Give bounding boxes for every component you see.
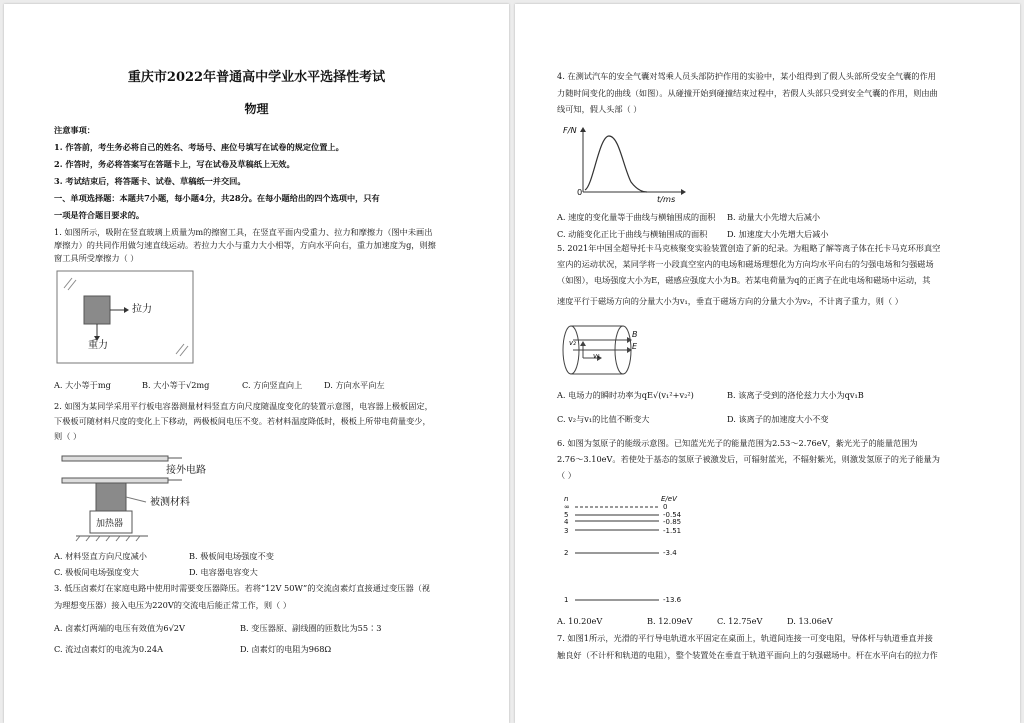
notice-heading: 注意事项：	[54, 125, 95, 135]
question-2-stem: 2. 如图为某同学采用平行板电容器测量材料竖直方向尺度随温度变化的装置示意图，电容器上极板固定，	[54, 401, 433, 411]
exam-title: 重庆市2022年普通高中学业水平选择性考试	[127, 70, 386, 85]
q5-option-a: A. 电场力的瞬时功率为qE√(v₁²+v₂²)	[557, 390, 694, 400]
force-time-graph	[571, 126, 687, 198]
q1-option-a: A. 大小等于mg	[54, 380, 111, 390]
n-axis-label: n	[564, 495, 569, 503]
notice-item: 3. 考试结束后，将答题卡、试卷、草稿纸一并交回。	[54, 176, 246, 186]
energy-axis-label: E/eV	[661, 495, 677, 503]
subject-title: 物理	[244, 102, 269, 116]
energy-level-diagram	[567, 494, 667, 606]
tokamak-field-figure	[561, 322, 637, 378]
q6-option-a: A. 10.20eV	[557, 616, 603, 626]
v1-label: v₁	[593, 352, 600, 360]
q3-option-d: D. 卤素灯的电阻为968Ω	[240, 644, 332, 654]
level-n: 4	[564, 518, 569, 526]
question-3-stem: 为理想变压器）接入电压为220V的交流电后能正常工作，则（ ）	[54, 600, 292, 610]
question-5-stem: 5. 2021年中国全超导托卡马克核聚变实验装置创造了新的纪录。为粗略了解等离子体在托卡马克环形真空	[557, 243, 941, 253]
exam-page-1	[4, 4, 509, 723]
q1-option-b: B. 大小等于√2mg	[142, 380, 210, 390]
level-energy: -1.51	[663, 527, 682, 535]
q3-option-a: A. 卤素灯两端的电压有效值为6√2V	[54, 623, 185, 633]
level-energy: -3.4	[663, 549, 677, 557]
q4-option-c: C. 动能变化正比于曲线与横轴围成的面积	[557, 229, 708, 239]
time-axis-label: t/ms	[657, 194, 676, 204]
question-3-stem: 3. 低压卤素灯在家庭电路中使用时需要变压器降压。若将“12V 50W”的交流卤素灯直接通过变压器（视	[54, 583, 431, 593]
notice-item: 1. 作答前，考生务必将自己的姓名、考场号、座位号填写在试卷的规定位置上。	[54, 142, 344, 152]
question-7-stem: 7. 如图1所示，光滑的平行导电轨道水平固定在桌面上，轨道间连接一可变电阻，导体杆与轨道垂直并接	[557, 633, 933, 643]
q6-option-d: D. 13.06eV	[787, 616, 833, 626]
q6-option-b: B. 12.09eV	[647, 616, 693, 626]
question-2-stem: 下极板可随材料尺度的变化上下移动，两极板间电压不变。若材料温度降低时，极板上所带电荷量变少，	[54, 416, 431, 426]
section-heading: 一、单项选择题：本题共7小题，每小题4分，共28分。在每小题给出的四个选项中，只有	[54, 193, 380, 203]
material-label: 被测材料	[150, 497, 190, 508]
pull-force-label: 拉力	[132, 304, 152, 315]
question-6-stem: 2.76～3.10eV。若使处于基态的氢原子被激发后，可辐射蓝光，不辐射紫光，则激发氢原子的光子能量为	[557, 454, 940, 464]
external-circuit-label: 接外电路	[166, 465, 206, 476]
level-n: 5	[564, 511, 569, 519]
level-n: ∞	[564, 503, 570, 511]
question-4-stem: 力随时间变化的曲线（如图）。从碰撞开始到碰撞结束过程中，若假人头部只受到安全气囊的作用，则由曲	[557, 88, 938, 98]
q5-option-d: D. 该离子的加速度大小不变	[727, 414, 829, 424]
q4-option-d: D. 加速度大小先增大后减小	[727, 229, 829, 239]
q2-option-d: D. 电容器电容变大	[189, 567, 258, 577]
question-6-stem: 6. 如图为氢原子的能级示意图。已知蓝光光子的能量范围为2.53～2.76eV，紫光光子的能量范围为	[557, 438, 918, 448]
v2-label: v₂	[569, 339, 576, 347]
b-field-label: B	[632, 330, 638, 339]
question-4-stem: 线可知，假人头部（ ）	[557, 104, 642, 114]
level-n: 1	[564, 596, 569, 604]
q1-option-c: C. 方向竖直向上	[242, 380, 303, 390]
notice-item: 2. 作答时，务必将答案写在答题卡上，写在试卷及草稿纸上无效。	[54, 159, 295, 169]
q2-option-a: A. 材料竖直方向尺度减小	[54, 551, 147, 561]
exam-page-2	[515, 4, 1020, 723]
heater-label: 加热器	[96, 519, 124, 529]
q1-option-d: D. 方向水平向左	[324, 380, 385, 390]
q2-option-c: C. 极板间电场强度变大	[54, 567, 139, 577]
question-6-stem: （ ）	[557, 470, 576, 480]
window-cleaner-figure	[56, 270, 198, 366]
level-energy: -0.85	[663, 518, 682, 526]
q6-option-c: C. 12.75eV	[717, 616, 763, 626]
question-5-stem: 速度平行于磁场方向的分量大小为v₁，垂直于磁场方向的分量大小为v₂，不计离子重力，则（ ）	[557, 296, 903, 306]
level-energy: -0.54	[663, 511, 682, 519]
q2-option-b: B. 极板间电场强度不变	[189, 551, 274, 561]
question-7-stem: 触良好（不计杆和轨道的电阻），整个装置处在垂直于轨道平面向上的匀强磁场中。杆在水平向右的拉力作	[557, 650, 938, 660]
force-axis-label: F/N	[563, 125, 577, 135]
question-1-stem: 1. 如图所示，吸附在竖直玻璃上质量为m的擦窗工具，在竖直平面内受重力、拉力和摩擦力（图中未画出	[54, 227, 433, 237]
section-heading: 一项是符合题目要求的。	[54, 210, 145, 220]
gravity-label: 重力	[88, 340, 108, 351]
question-1-stem: 摩擦力）的共同作用做匀速直线运动。若拉力大小与重力大小相等，方向水平向右，重力加速度为g，则擦	[54, 240, 436, 250]
origin-label: 0	[577, 187, 583, 197]
level-energy: -13.6	[663, 596, 682, 604]
level-n: 2	[564, 549, 569, 557]
q5-option-b: B. 该离子受到的洛伦兹力大小为qv₁B	[727, 390, 864, 400]
question-1-stem: 窗工具所受摩擦力（ ）	[54, 253, 139, 263]
e-field-label: E	[632, 342, 638, 351]
q3-option-c: C. 流过卤素灯的电流为0.24A	[54, 644, 164, 654]
question-5-stem: （如图），电场强度大小为E，磁感应强度大小为B。若某电荷量为q的正离子在此电场和磁场中运动，其	[557, 275, 931, 285]
question-4-stem: 4. 在测试汽车的安全气囊对驾乘人员头部防护作用的实验中，某小组得到了假人头部所受安全气囊的作用	[557, 71, 936, 81]
q5-option-c: C. v₂与v₁的比值不断变大	[557, 414, 650, 424]
q3-option-b: B. 变压器原、副线圈的匝数比为55∶3	[240, 623, 382, 633]
level-energy: 0	[663, 503, 668, 511]
question-5-stem: 室内的运动状况，某同学将一小段真空室内的电场和磁场理想化为方向均水平向右的匀强电场和匀强磁场	[557, 259, 934, 269]
question-2-stem: 则（ ）	[54, 431, 82, 441]
q4-option-a: A. 速度的变化量等于曲线与横轴围成的面积	[557, 212, 716, 222]
level-n: 3	[564, 527, 569, 535]
q4-option-b: B. 动量大小先增大后减小	[727, 212, 821, 222]
